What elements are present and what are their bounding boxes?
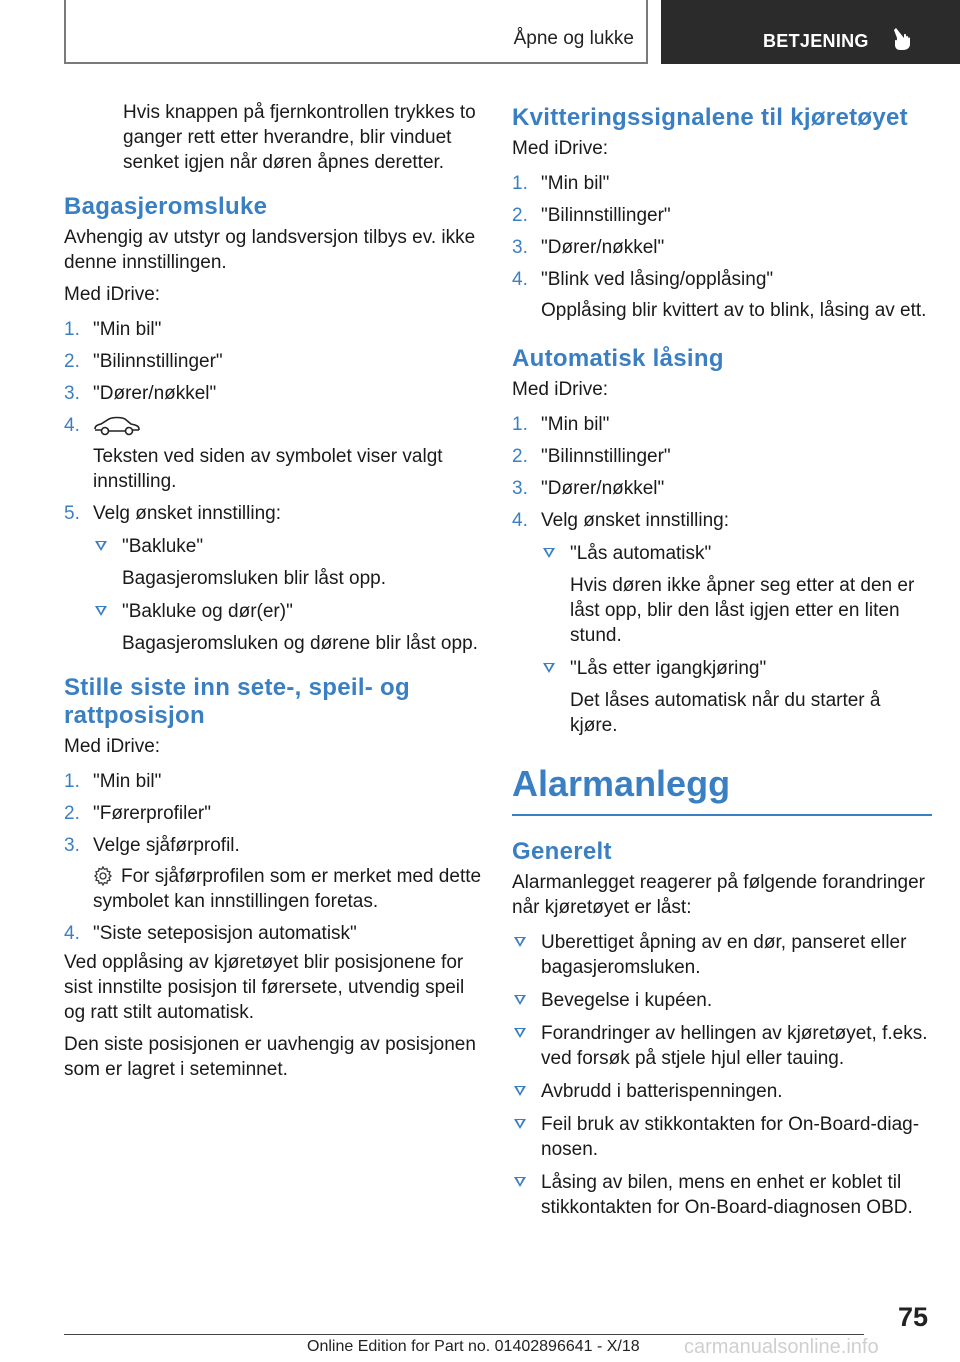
triangle-bullet-icon [514, 1177, 526, 1187]
option-label: "Lås automatisk" [570, 543, 712, 564]
bagasje-options [93, 534, 484, 656]
bullet-text: Avbrudd i batterispenningen. [541, 1081, 783, 1102]
step-text: Velg ønsket innstilling: [541, 510, 729, 531]
step-number: 3. [512, 237, 528, 258]
step-text: "Dører/nøkkel" [541, 237, 665, 258]
list-item [512, 930, 932, 980]
step-number: 1. [64, 771, 80, 792]
bagasjeromsluke-heading: Bagasjeromsluke [64, 193, 268, 220]
alarm-intro: Alarmanlegget reagerer på følgende forandringer når kjøretøyet er låst: [512, 872, 925, 918]
bullet-text: Uberettiget åpning av en dør, panseret eller bagasjeromsluken. [541, 932, 907, 978]
stille-heading: Stille siste inn sete-, speil- og rattposisjon [64, 674, 410, 729]
alarmanlegg-heading: Alarmanlegg [512, 764, 932, 816]
generelt-heading: Generelt [512, 838, 612, 865]
step-number: 4. [512, 269, 528, 290]
step-text: "Dører/nøkkel" [93, 383, 217, 404]
step-number: 2. [512, 446, 528, 467]
step-number: 4. [512, 510, 528, 531]
bullet-text: Bevegelse i kupéen. [541, 990, 713, 1011]
step-number: 4. [64, 923, 80, 944]
bullet-text: Feil bruk av stikkontakten for On-Board-diag-nosen. [541, 1114, 920, 1160]
step-text: "Dører/nøkkel" [541, 478, 665, 499]
step-number: 1. [512, 173, 528, 194]
list-item [64, 833, 484, 914]
triangle-bullet-icon [95, 606, 107, 616]
list-item [64, 381, 484, 406]
list-item [512, 508, 932, 738]
stille-paragraph-1: Ved opplåsing av kjøretøyet blir posisjonene for sist innstilte posisjon til førersete, utvendig speil og ratt stilt automatisk. [64, 952, 465, 1023]
list-item [512, 1170, 932, 1220]
list-item [64, 317, 484, 342]
list-item [64, 801, 484, 826]
step-number: 3. [64, 835, 80, 856]
kvittering-med-idrive: Med iDrive: [512, 138, 609, 159]
triangle-bullet-icon [543, 663, 555, 673]
step-number: 3. [64, 383, 80, 404]
gear-icon [93, 866, 113, 886]
step-text: "Min bil" [93, 771, 162, 792]
step-text: "Bilinnstillinger" [541, 446, 671, 467]
step-text: "Blink ved låsing/opplåsing" [541, 269, 774, 290]
step-number: 2. [64, 351, 80, 372]
option-description: Det låses automatisk når du starter å kjøre. [570, 690, 881, 736]
list-item [512, 412, 932, 437]
step-text: "Min bil" [93, 319, 162, 340]
bagasje-steps [64, 317, 484, 656]
list-item [512, 988, 932, 1013]
option-label: "Bakluke" [122, 536, 204, 557]
step-text: Velge sjåførprofil. [93, 835, 240, 856]
triangle-bullet-icon [514, 1028, 526, 1038]
step-note [93, 864, 484, 914]
option-item [541, 541, 932, 648]
header-chapter-tab [661, 0, 960, 64]
kvittering-heading: Kvitteringssignalene til kjøretøyet [512, 104, 908, 131]
bagasje-intro: Avhengig av utstyr og landsversjon tilbys ev. ikke denne innstillingen. [64, 227, 476, 273]
step-description: Opplåsing blir kvittert av to blink, låsing av ett. [541, 300, 927, 321]
header-section-title: Åpne og lukke [513, 28, 634, 49]
header-section-tab [64, 0, 648, 64]
step-text: "Bilinnstillinger" [93, 351, 223, 372]
pointing-hand-icon [893, 26, 915, 52]
bullet-text: Forandringer av hellingen av kjøretøyet, f.eks. ved forsøk på stjele hjul eller tauing. [541, 1023, 928, 1069]
automatisk-steps [512, 412, 932, 738]
triangle-bullet-icon [95, 541, 107, 551]
list-item [512, 1112, 932, 1162]
triangle-bullet-icon [514, 1119, 526, 1129]
automatisk-med-idrive: Med iDrive: [512, 379, 609, 400]
stille-med-idrive: Med iDrive: [64, 736, 161, 757]
step-text: "Bilinnstillinger" [541, 205, 671, 226]
option-label: "Lås etter igangkjøring" [570, 658, 767, 679]
list-item [512, 444, 932, 469]
step-number: 3. [512, 478, 528, 499]
option-description: Bagasjeromsluken og dørene blir låst opp. [122, 633, 478, 654]
triangle-bullet-icon [543, 548, 555, 558]
automatisk-heading: Automatisk låsing [512, 345, 724, 372]
triangle-bullet-icon [514, 1086, 526, 1096]
triangle-bullet-icon [514, 937, 526, 947]
stille-paragraph-2: Den siste posisjonen er uavhengig av posisjonen som er lagret i seteminnet. [64, 1034, 476, 1080]
step-number: 2. [64, 803, 80, 824]
list-item [64, 349, 484, 374]
option-item [93, 534, 484, 591]
step-text: Velg ønsket innstilling: [93, 503, 281, 524]
step-text: "Min bil" [541, 173, 610, 194]
list-item [64, 921, 484, 946]
list-item [512, 235, 932, 260]
step-number: 1. [512, 414, 528, 435]
option-label: "Bakluke og dør(er)" [122, 601, 293, 622]
step-number: 4. [64, 415, 80, 436]
option-item [541, 656, 932, 738]
lead-paragraph: Hvis knappen på fjernkontrollen trykkes to ganger rett etter hverandre, blir vinduet senket igjen når døren åpnes deretter. [123, 102, 476, 173]
list-item [64, 769, 484, 794]
bagasje-med-idrive: Med iDrive: [64, 284, 161, 305]
footer-edition: Online Edition for Part no. 01402896641 - X/18 [307, 1338, 640, 1355]
stille-steps [64, 769, 484, 946]
list-item [512, 171, 932, 196]
step-note-text: For sjåførprofilen som er merket med dette symbolet kan innstillingen foretas. [93, 866, 482, 912]
list-item [512, 476, 932, 501]
left-column [64, 100, 484, 1089]
alarm-bullets [512, 930, 932, 1220]
list-item [512, 1021, 932, 1071]
watermark: carmanualsonline.info [684, 1336, 879, 1358]
option-item [93, 599, 484, 656]
automatisk-options [541, 541, 932, 738]
page-number: 75 [897, 1302, 928, 1332]
step-description: Teksten ved siden av symbolet viser valgt innstilling. [93, 446, 443, 492]
triangle-bullet-icon [514, 995, 526, 1005]
footer-divider [64, 1334, 864, 1335]
bullet-text: Låsing av bilen, mens en enhet er koblet til stikkontakten for On-Board-diagnosen OBD. [541, 1172, 913, 1218]
list-item [64, 501, 484, 656]
step-text: "Siste seteposisjon automatisk" [93, 923, 357, 944]
kvittering-steps [512, 171, 932, 323]
step-text: "Min bil" [541, 414, 610, 435]
list-item [512, 1079, 932, 1104]
option-description: Hvis døren ikke åpner seg etter at den er låst opp, blir den låst igjen etter en liten stund. [570, 575, 915, 646]
step-number: 5. [64, 503, 80, 524]
list-item [512, 267, 932, 323]
car-outline-icon [93, 415, 141, 437]
step-number: 1. [64, 319, 80, 340]
step-text: "Førerprofiler" [93, 803, 211, 824]
option-description: Bagasjeromsluken blir låst opp. [122, 568, 387, 589]
step-number: 2. [512, 205, 528, 226]
list-item [64, 413, 484, 494]
header-chapter-title: BETJENING [763, 31, 869, 51]
list-item [512, 203, 932, 228]
right-column [512, 100, 932, 1228]
